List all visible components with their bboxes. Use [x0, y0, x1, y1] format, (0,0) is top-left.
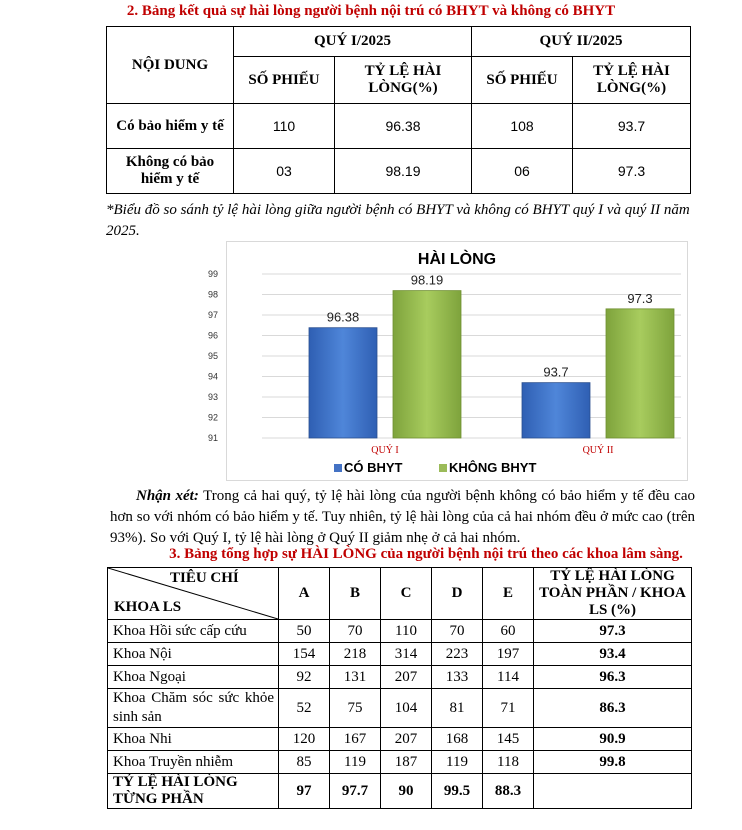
- criterion-header: C: [381, 568, 432, 620]
- q2-rate: 97.3: [573, 149, 691, 194]
- criterion-total: 88.3: [483, 774, 534, 809]
- section-3-heading: 3. Bảng tổng hợp sự HÀI LÒNG của người bệnh nội trú theo các khoa lâm sàng.: [169, 546, 683, 562]
- department-name: Khoa Nhi: [108, 728, 279, 751]
- y-tick-label: 96: [208, 330, 219, 341]
- criterion-value: 118: [483, 751, 534, 774]
- q2-count: 06: [472, 149, 573, 194]
- criterion-value: 145: [483, 728, 534, 751]
- criterion-value: 314: [381, 643, 432, 666]
- q2-rate: 93.7: [573, 104, 691, 149]
- criterion-value: 104: [381, 689, 432, 728]
- category-label: QUÝ I: [371, 445, 399, 456]
- table-row: [107, 104, 691, 149]
- criterion-value: 187: [381, 751, 432, 774]
- bar-co-bhyt-1: [309, 328, 377, 438]
- comment-lead: Nhận xét:: [136, 488, 199, 504]
- content-header: NỘI DUNG: [107, 27, 234, 104]
- criterion-value: 207: [381, 728, 432, 751]
- quarter-2-header: QUÝ II/2025: [472, 27, 691, 57]
- table-row: [108, 689, 692, 728]
- y-tick-label: 95: [208, 351, 219, 361]
- bar-khong-bhyt-2: [606, 309, 674, 438]
- department-label: KHOA LS: [114, 599, 182, 615]
- bar-co-bhyt-2: [522, 383, 590, 438]
- criterion-total: 97: [279, 774, 330, 809]
- y-tick-label: 92: [208, 412, 219, 423]
- q1-rate-header: TỶ LỆ HÀI LÒNG(%): [335, 57, 472, 104]
- criterion-value: 197: [483, 643, 534, 666]
- criterion-value: 70: [330, 620, 381, 643]
- comment-text: Trong cả hai quý, tỷ lệ hài lòng của người bệnh không có bảo hiểm y tế đều cao hơn so với nhóm có bảo hiểm y tế. Tuy nhiên, tỷ lệ hài lòng của cả hai nhóm đều ở mức cao (trên 93%). So với Quý I, tỷ lệ hài lòng ở Quý II giảm nhẹ ở cả hai nhóm.: [110, 488, 695, 546]
- legend-swatch-green: [439, 464, 447, 472]
- criterion-value: 131: [330, 666, 381, 689]
- q1-count-header: SỐ PHIẾU: [234, 57, 335, 104]
- chart-svg: [208, 242, 687, 480]
- q2-rate-header: TỶ LỆ HÀI LÒNG(%): [573, 57, 691, 104]
- criterion-value: 50: [279, 620, 330, 643]
- legend-label: CÓ BHYT: [344, 460, 403, 475]
- row-label: Có bảo hiểm y tế: [107, 104, 234, 149]
- criterion-value: 85: [279, 751, 330, 774]
- department-rate: 97.3: [534, 620, 692, 643]
- y-tick-label: 97: [208, 310, 219, 320]
- totals-row: [108, 774, 692, 809]
- corner-header: [108, 568, 279, 620]
- criterion-value: 70: [432, 620, 483, 643]
- department-rate: 93.4: [534, 643, 692, 666]
- criterion-value: 60: [483, 620, 534, 643]
- quarter-1-header: QUÝ I/2025: [234, 27, 472, 57]
- department-name: Khoa Ngoại: [108, 666, 279, 689]
- category-label: QUÝ II: [582, 445, 614, 456]
- criterion-header: E: [483, 568, 534, 620]
- q2-count-header: SỐ PHIẾU: [472, 57, 573, 104]
- criterion-header: A: [279, 568, 330, 620]
- criterion-total: 97.7: [330, 774, 381, 809]
- criterion-value: 81: [432, 689, 483, 728]
- empty-cell: [534, 774, 692, 809]
- department-satisfaction-table: [107, 567, 692, 809]
- criterion-value: 154: [279, 643, 330, 666]
- criterion-value: 168: [432, 728, 483, 751]
- legend-label: KHÔNG BHYT: [449, 460, 537, 475]
- department-name: Khoa Chăm sóc sức khỏe sinh sản: [108, 689, 279, 728]
- criterion-total: 99.5: [432, 774, 483, 809]
- y-tick-label: 98: [208, 289, 219, 300]
- criterion-value: 120: [279, 728, 330, 751]
- department-name: Khoa Truyền nhiễm: [108, 751, 279, 774]
- satisfaction-chart: [208, 241, 688, 481]
- y-tick-label: 94: [208, 371, 219, 382]
- criteria-label: TIÊU CHÍ: [170, 570, 239, 586]
- table-row: [108, 751, 692, 774]
- data-label: 96.38: [326, 309, 360, 325]
- department-rate: 90.9: [534, 728, 692, 751]
- insurance-satisfaction-table: [106, 26, 691, 194]
- criterion-value: 223: [432, 643, 483, 666]
- q1-rate: 98.19: [335, 149, 472, 194]
- criterion-value: 114: [483, 666, 534, 689]
- table-row: [107, 149, 691, 194]
- q1-count: 03: [234, 149, 335, 194]
- y-tick-label: 91: [208, 433, 219, 443]
- table-row: [108, 728, 692, 751]
- criterion-value: 110: [381, 620, 432, 643]
- q1-rate: 96.38: [335, 104, 472, 149]
- table-row: [108, 643, 692, 666]
- criterion-value: 207: [381, 666, 432, 689]
- criterion-value: 119: [432, 751, 483, 774]
- department-rate: 86.3: [534, 689, 692, 728]
- criterion-value: 71: [483, 689, 534, 728]
- department-name: Khoa Hồi sức cấp cứu: [108, 620, 279, 643]
- bar-khong-bhyt-1: [393, 291, 461, 438]
- chart-title: HÀI LÒNG: [417, 251, 497, 268]
- criterion-value: 133: [432, 666, 483, 689]
- data-label: 98.19: [410, 272, 444, 288]
- criterion-value: 218: [330, 643, 381, 666]
- department-rate: 99.8: [534, 751, 692, 774]
- totals-label: TỶ LỆ HÀI LÒNG TỪNG PHẦN: [108, 774, 279, 809]
- data-label: 97.3: [627, 290, 653, 306]
- table-row: [108, 620, 692, 643]
- criterion-value: 119: [330, 751, 381, 774]
- department-rate: 96.3: [534, 666, 692, 689]
- criterion-value: 167: [330, 728, 381, 751]
- chart-note: *Biểu đồ so sánh tỷ lệ hài lòng giữa người bệnh có BHYT và không có BHYT quý I và quý II năm 2025.: [106, 202, 690, 239]
- row-label: Không có bảo hiểm y tế: [107, 149, 234, 194]
- y-tick-label: 99: [208, 269, 219, 279]
- criterion-value: 52: [279, 689, 330, 728]
- section-2-heading: 2. Bảng kết quả sự hài lòng người bệnh nội trú có BHYT và không có BHYT: [126, 3, 616, 19]
- criterion-header: B: [330, 568, 381, 620]
- legend-swatch-blue: [334, 464, 342, 472]
- y-tick-label: 93: [208, 392, 219, 402]
- criterion-header: D: [432, 568, 483, 620]
- criterion-value: 75: [330, 689, 381, 728]
- data-label: 93.7: [543, 364, 569, 380]
- q1-count: 110: [234, 104, 335, 149]
- criterion-total: 90: [381, 774, 432, 809]
- total-rate-header: TỶ LỆ HÀI LÒNG TOÀN PHẦN / KHOA LS (%): [534, 568, 692, 620]
- q2-count: 108: [472, 104, 573, 149]
- table-row: [108, 666, 692, 689]
- comment-paragraph: [110, 486, 695, 549]
- criterion-value: 92: [279, 666, 330, 689]
- department-name: Khoa Nội: [108, 643, 279, 666]
